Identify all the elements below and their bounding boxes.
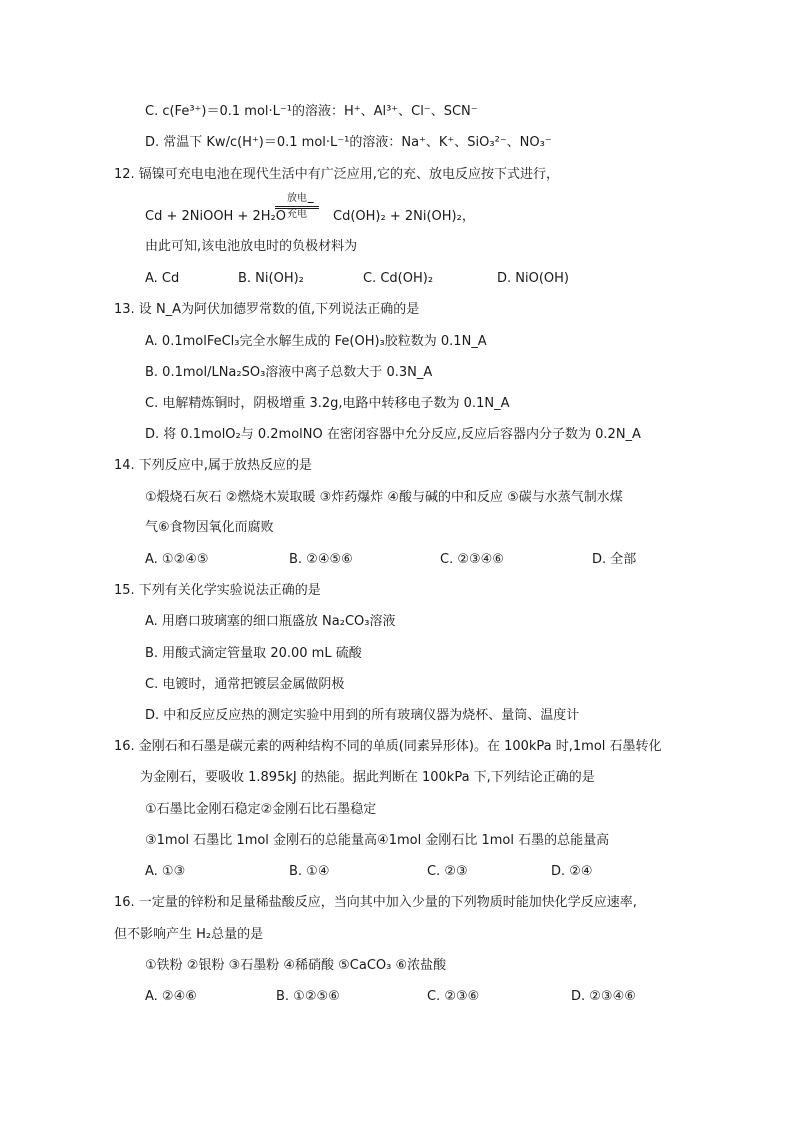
q13-option-b: B. 0.1mol/LNa₂SO₃溶液中离子总数大于 0.3N_A: [145, 365, 433, 380]
q12-option-a: A. Cd: [145, 271, 180, 286]
q12-option-d: D. NiO(OH): [497, 271, 569, 286]
q16b-option-b: B. ①②⑤⑥: [276, 989, 340, 1004]
q15-stem: 15. 下列有关化学实验说法正确的是: [114, 583, 321, 598]
q15-option-b: B. 用酸式滴定管量取 20.00 mL 硫酸: [145, 646, 362, 661]
q15-option-c: C. 电镀时，通常把镀层金属做阴极: [145, 677, 345, 692]
q15-option-a: A. 用磨口玻璃塞的细口瓶盛放 Na₂CO₃溶液: [145, 614, 396, 629]
q16b-option-a: A. ②④⑥: [145, 989, 197, 1004]
q16a-option-d: D. ②④: [551, 864, 593, 879]
arrow-label-discharge: 放电: [287, 193, 307, 204]
q14-option-a: A. ①②④⑤: [145, 552, 209, 567]
q15-option-d: D. 中和反应反应热的测定实验中用到的所有玻璃仪器为烧杯、量筒、温度计: [145, 708, 580, 723]
q16a-items-line1: ①石墨比金刚石稳定②金刚石比石墨稳定: [145, 802, 377, 817]
q16b-stem-line2: 但不影响产生 H₂总量的是: [114, 927, 264, 942]
q16a-option-a: A. ①③: [145, 864, 186, 879]
reversible-arrow-icon: [275, 193, 319, 223]
q16b-items: ①铁粉 ②银粉 ③石墨粉 ④稀硝酸 ⑤CaCO₃ ⑥浓盐酸: [145, 958, 447, 973]
q16b-stem: 16. 一定量的锌粉和足量稀盐酸反应，当向其中加入少量的下列物质时能加快化学反应速率,: [114, 895, 637, 910]
q12-equation-right: Cd(OH)₂ + 2Ni(OH)₂，: [333, 209, 475, 224]
q13-stem: 13. 设 N_A为阿伏加德罗常数的值,下列说法正确的是: [114, 302, 420, 317]
q11-option-c: C. c(Fe³⁺)＝0.1 mol·L⁻¹的溶液：H⁺、Al³⁺、Cl⁻、SCN⁻: [145, 104, 478, 119]
q11-option-d: D. 常温下 Kw/c(H⁺)＝0.1 mol·L⁻¹的溶液：Na⁺、K⁺、SiO₃²⁻、NO₃⁻: [145, 135, 552, 150]
q13-option-a: A. 0.1molFeCl₃完全水解生成的 Fe(OH)₃胶粒数为 0.1N_A: [145, 334, 487, 349]
q12-equation-left: Cd + 2NiOOH + 2H₂O: [145, 209, 286, 224]
q14-option-d: D. 全部: [592, 552, 637, 567]
q16a-option-c: C. ②③: [427, 864, 468, 879]
arrow-label-charge: 充电: [287, 209, 307, 220]
q16a-option-b: B. ①④: [289, 864, 330, 879]
q14-items-line1: ①煅烧石灰石 ②燃烧木炭取暖 ③炸药爆炸 ④酸与碱的中和反应 ⑤碳与水蒸气制水煤: [145, 490, 623, 505]
q16a-stem-line2: 为金刚石，要吸收 1.895kJ 的热能。据此判断在 100kPa 下,下列结论正确的是: [140, 770, 595, 785]
q16b-option-c: C. ②③⑥: [427, 989, 480, 1004]
q12-stem: 12. 镉镍可充电电池在现代生活中有广泛应用,它的充、放电反应按下式进行，: [114, 167, 559, 182]
q14-option-b: B. ②④⑤⑥: [289, 552, 353, 567]
q16b-option-d: D. ②③④⑥: [571, 989, 636, 1004]
q16a-stem: 16. 金刚石和石墨是碳元素的两种结构不同的单质(同素异形体)。在 100kPa 时,1mol 石墨转化: [114, 739, 662, 754]
q14-option-c: C. ②③④⑥: [440, 552, 504, 567]
q12-question: 由此可知,该电池放电时的负极材料为: [145, 239, 358, 254]
q13-option-d: D. 将 0.1molO₂与 0.2molNO 在密闭容器中允分反应,反应后容器内分子数为 0.2N_A: [145, 427, 641, 442]
q12-option-b: B. Ni(OH)₂: [238, 271, 304, 286]
q14-items-line2: 气⑥食物因氧化而腐败: [145, 520, 274, 535]
q12-option-c: C. Cd(OH)₂: [363, 271, 434, 286]
q16a-items-line2: ③1mol 石墨比 1mol 金刚石的总能量高④1mol 金刚石比 1mol 石墨的总能量高: [145, 833, 610, 848]
q14-stem: 14. 下列反应中,属于放热反应的是: [114, 458, 312, 473]
q13-option-c: C. 电解精炼铜时，阴极增重 3.2g,电路中转移电子数为 0.1N_A: [145, 396, 510, 411]
